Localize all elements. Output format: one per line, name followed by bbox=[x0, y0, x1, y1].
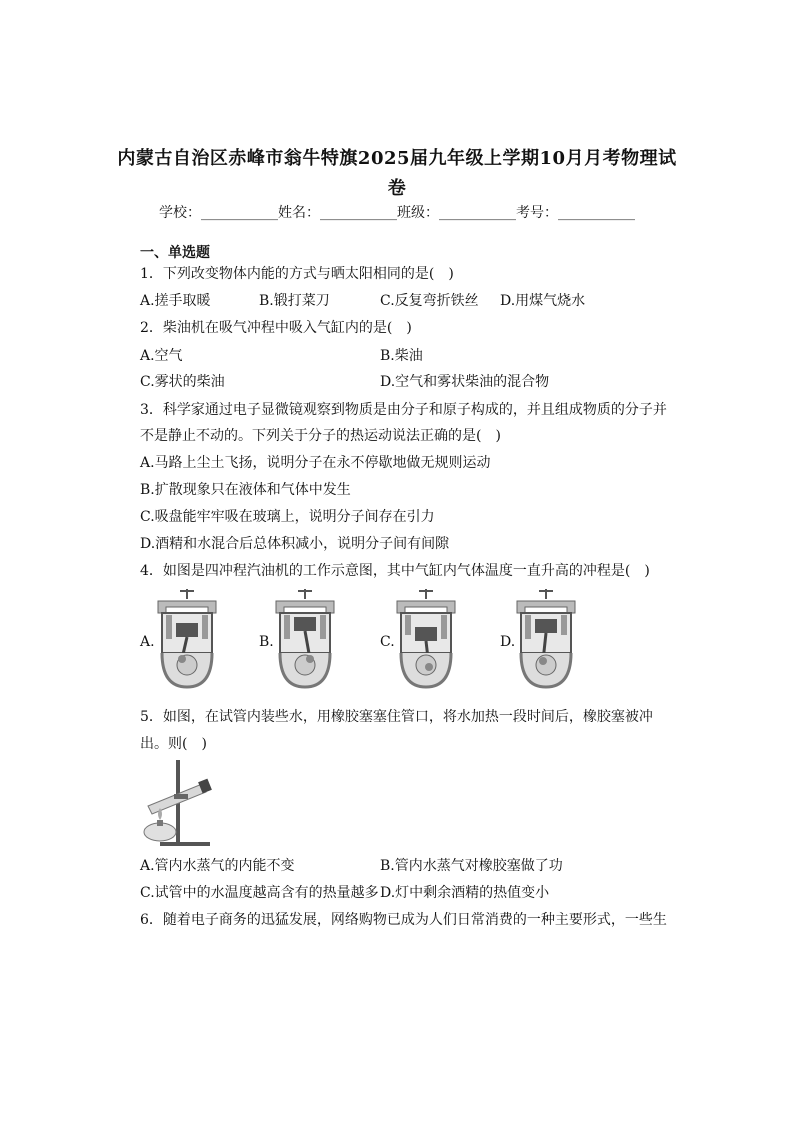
q4-figure-label-d: D. bbox=[500, 634, 516, 650]
q1-option-b: B.锻打菜刀 bbox=[259, 293, 330, 309]
q5-option-b: B.管内水蒸气对橡胶塞做了功 bbox=[380, 858, 563, 874]
q5-option-d: D.灯中剩余酒精的热值变小 bbox=[380, 885, 550, 901]
q5-option-c: C.试管中的水温度越高含有的热量越多 bbox=[140, 885, 379, 901]
q3-option-d: D.酒精和水混合后总体积减小，说明分子间有间隙 bbox=[140, 536, 450, 552]
exam-title-line2: 卷 bbox=[387, 178, 407, 199]
q3-option-c: C.吸盘能牢牢吸在玻璃上，说明分子间存在引力 bbox=[140, 509, 435, 525]
q5-option-a: A.管内水蒸气的内能不变 bbox=[140, 858, 295, 874]
section-heading: 一、单选题 bbox=[140, 245, 210, 261]
engine-diagram-a bbox=[152, 587, 222, 692]
question-4-stem: 4．如图是四冲程汽油机的工作示意图，其中气缸内气体温度一直升高的冲程是( ) bbox=[140, 563, 650, 579]
student-info-line: 学校：___________姓名：___________班级：___________考号：___________ bbox=[159, 205, 635, 221]
q2-option-b: B.柴油 bbox=[380, 348, 423, 364]
q1-option-d: D.用煤气烧水 bbox=[500, 293, 586, 309]
question-1-stem: 1．下列改变物体内能的方式与晒太阳相同的是( ) bbox=[140, 266, 454, 282]
question-2-stem: 2．柴油机在吸气冲程中吸入气缸内的是( ) bbox=[140, 320, 412, 336]
q1-option-c: C.反复弯折铁丝 bbox=[380, 293, 479, 309]
question-3-stem-line1: 3．科学家通过电子显微镜观察到物质是由分子和原子构成的，并且组成物质的分子并 bbox=[140, 402, 667, 418]
q2-option-a: A.空气 bbox=[140, 348, 183, 364]
exam-title-line1: 内蒙古自治区赤峰市翁牛特旗2025届九年级上学期10月月考物理试 bbox=[117, 148, 677, 169]
question-6-stem-line1: 6．随着电子商务的迅猛发展，网络购物已成为人们日常消费的一种主要形式，一些生 bbox=[140, 912, 667, 928]
q4-figure-label-c: C. bbox=[380, 634, 395, 650]
q2-option-c: C.雾状的柴油 bbox=[140, 374, 225, 390]
q3-option-b: B.扩散现象只在液体和气体中发生 bbox=[140, 482, 351, 498]
question-5-stem-line1: 5．如图，在试管内装些水，用橡胶塞塞住管口，将水加热一段时间后，橡胶塞被冲 bbox=[140, 709, 653, 725]
question-5-stem-line2: 出。则( ) bbox=[140, 736, 207, 752]
q1-option-a: A.搓手取暖 bbox=[140, 293, 211, 309]
q3-option-a: A.马路上尘土飞扬，说明分子在永不停歇地做无规则运动 bbox=[140, 455, 491, 471]
test-tube-apparatus-diagram bbox=[140, 758, 220, 848]
engine-diagram-d bbox=[511, 587, 581, 692]
q4-figure-label-a: A. bbox=[140, 634, 155, 650]
engine-diagram-c bbox=[391, 587, 461, 692]
question-3-stem-line2: 不是静止不动的。下列关于分子的热运动说法正确的是( ) bbox=[140, 428, 501, 444]
engine-diagram-b bbox=[270, 587, 340, 692]
q2-option-d: D.空气和雾状柴油的混合物 bbox=[380, 374, 550, 390]
q4-figure-label-b: B. bbox=[259, 634, 274, 650]
